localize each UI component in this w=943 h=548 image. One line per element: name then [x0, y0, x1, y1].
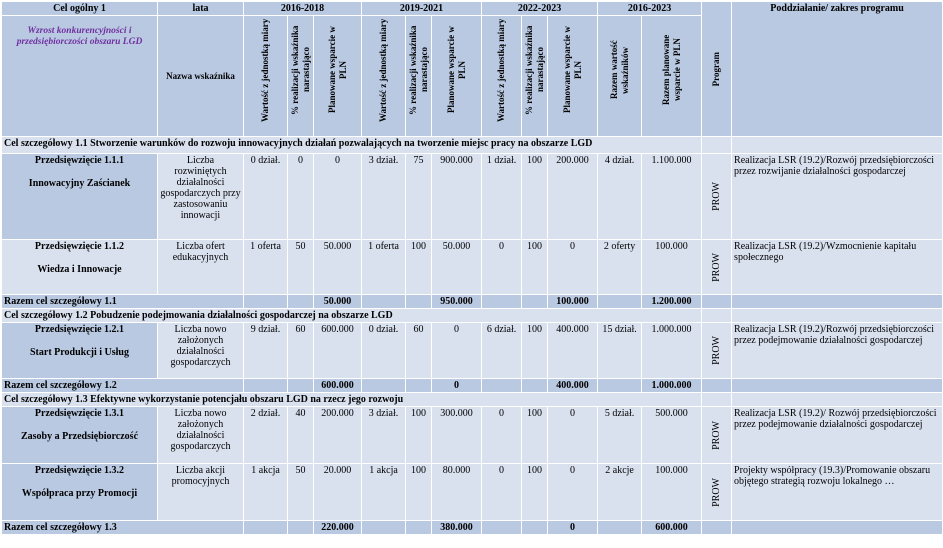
project-name: Innowacyjny Zaścianek: [28, 178, 131, 189]
header-pct-1: % realizacji wskaźnika narastająco: [290, 25, 311, 115]
pct-2022-2023: 100: [522, 407, 548, 464]
header-value-1: Wartość z jednostką miary: [260, 18, 270, 122]
section-1-2-title: Cel szczegółowy 1.2 Pobudzenie podejmowania działalności gospodarczej na obszarze LGD: [2, 309, 702, 323]
total-label: Razem cel szczegółowy 1.2: [2, 379, 244, 393]
value-2016-2018: 9 dział.: [244, 323, 288, 379]
plan-2022-2023: 0: [548, 464, 598, 521]
plan-2019-2021: 900.000: [432, 154, 482, 240]
header-value-3: Wartość z jednostką miary: [496, 18, 507, 122]
total-plan-2019-2021: 380.000: [432, 521, 482, 535]
project-name: Zasoby a Przedsiębiorczość: [20, 431, 139, 442]
goal-cell: [2, 16, 158, 137]
value-2022-2023: 1 dział.: [482, 154, 522, 240]
plan-2022-2023: 0: [548, 240, 598, 295]
pct-2016-2018: 0: [288, 154, 314, 240]
sum-value: 5 dział.: [598, 407, 642, 464]
plan-2016-2018: 0: [314, 154, 362, 240]
table-row: [2, 323, 943, 379]
section-1-3-title: Cel szczegółowy 1.3 Efektywne wykorzystanie potencjału obszaru LGD na rzecz jego rozwoju: [2, 393, 702, 407]
indicators-table: [1, 1, 943, 535]
program-label: PROW: [711, 420, 723, 450]
sum-plan: 1.000.000: [642, 323, 702, 379]
total-plan-2016-2018: 220.000: [314, 521, 362, 535]
total-plan-2016-2023: 600.000: [642, 521, 702, 535]
plan-2022-2023: 400.000: [548, 323, 598, 379]
header-pct-3: % realizacji wskaźnika narastająco: [524, 25, 546, 115]
total-plan-2019-2021: 0: [432, 379, 482, 393]
scope-text: Realizacja LSR (19.2)/Rozwój przedsiębiorczości przez rozwijanie działalności gospodarczej: [732, 154, 943, 240]
goal-text: Wzrost konkurencyjności i przedsiębiorczości obszaru LGD: [16, 26, 143, 47]
pct-2016-2018: 50: [288, 240, 314, 295]
value-2022-2023: 0: [482, 407, 522, 464]
value-2019-2021: 1 akcja: [362, 464, 406, 521]
total-plan-2019-2021: 950.000: [432, 295, 482, 309]
pct-2016-2018: 60: [288, 323, 314, 379]
scope-text: Realizacja LSR (19.2)/Rozwój przedsiębiorczości przez podejmowanie działalności gospodarczej: [732, 323, 943, 379]
sum-value: 4 dział.: [598, 154, 642, 240]
indicator-name: Liczba nowo założonych działalności gospodarczych: [158, 407, 244, 464]
header-plan-3: Planowane wsparcie w PLN: [561, 26, 583, 114]
header-program: Program: [711, 51, 722, 87]
value-2019-2021: 0 dział.: [362, 323, 406, 379]
value-2016-2018: 0 dział.: [244, 154, 288, 240]
total-plan-2016-2018: 50.000: [314, 295, 362, 309]
plan-2016-2018: 600.000: [314, 323, 362, 379]
program-label: PROW: [711, 182, 723, 211]
pct-2019-2021: 100: [406, 464, 432, 521]
header-plan-2: Planowane wsparcie w PLN: [445, 26, 467, 114]
value-2019-2021: 3 dział.: [362, 407, 406, 464]
header-cel-ogolny: Cel ogólny 1: [2, 2, 158, 16]
pct-2022-2023: 100: [522, 323, 548, 379]
plan-2016-2018: 50.000: [314, 240, 362, 295]
header-period-2022-2023: 2022-2023: [482, 2, 598, 16]
total-label: Razem cel szczegółowy 1.3: [2, 521, 244, 535]
value-2016-2018: 2 dział.: [244, 407, 288, 464]
pct-2019-2021: 100: [406, 407, 432, 464]
value-2022-2023: 0: [482, 240, 522, 295]
total-row: [2, 295, 943, 309]
plan-2022-2023: 0: [548, 407, 598, 464]
project-name: Współpraca przy Promocji: [21, 488, 138, 499]
scope-text: Realizacja LSR (19.2)/ Rozwój przedsiębiorczości przez podejmowanie działalności gospodarczej: [732, 407, 943, 464]
header-program-cell: [702, 2, 732, 137]
total-plan-2016-2018: 600.000: [314, 379, 362, 393]
pct-2016-2018: 50: [288, 464, 314, 521]
indicator-name: Liczba akcji promocyjnych: [158, 464, 244, 521]
header-plan-1: Planowane wsparcie w PLN: [326, 26, 348, 114]
header-period-2016-2018: 2016-2018: [244, 2, 362, 16]
plan-2022-2023: 200.000: [548, 154, 598, 240]
header-period-2016-2023: 2016-2023: [598, 2, 702, 16]
header-nazwa-wskaznika: Nazwa wskaźnika: [158, 16, 244, 137]
header-lata: lata: [158, 2, 244, 16]
total-plan-2016-2023: 1.200.000: [642, 295, 702, 309]
sum-plan: 500.000: [642, 407, 702, 464]
plan-2016-2018: 20.000: [314, 464, 362, 521]
total-plan-2022-2023: 0: [548, 521, 598, 535]
table-row: [2, 407, 943, 464]
total-plan-2022-2023: 100.000: [548, 295, 598, 309]
total-plan-2016-2023: 1.000.000: [642, 379, 702, 393]
total-row: [2, 521, 943, 535]
sum-value: 2 oferty: [598, 240, 642, 295]
total-row: [2, 379, 943, 393]
project-code: Przedsięwzięcie 1.1.1: [34, 155, 125, 166]
header-sum-value: Razem wartość wskaźników: [608, 40, 630, 100]
plan-2019-2021: 50.000: [432, 240, 482, 295]
pct-2019-2021: 100: [406, 240, 432, 295]
header-value-2: Wartość z jednostką miary: [378, 18, 389, 122]
value-2019-2021: 3 dział.: [362, 154, 406, 240]
value-2016-2018: 1 oferta: [244, 240, 288, 295]
project-code: Przedsięwzięcie 1.3.1: [34, 408, 125, 419]
plan-2019-2021: 0: [432, 323, 482, 379]
program-label: PROW: [711, 477, 723, 507]
pct-2019-2021: 60: [406, 323, 432, 379]
value-2016-2018: 1 akcja: [244, 464, 288, 521]
value-2022-2023: 0: [482, 464, 522, 521]
total-label: Razem cel szczegółowy 1.1: [2, 295, 244, 309]
project-name: Start Produkcji i Usług: [30, 347, 129, 358]
indicator-name: Liczba rozwiniętych działalności gospodarczych przy zastosowaniu innowacji: [158, 154, 244, 240]
sum-value: 15 dział.: [598, 323, 642, 379]
value-2022-2023: 6 dział.: [482, 323, 522, 379]
scope-text: Projekty współpracy (19.3)/Promowanie obszaru objętego strategią rozwoju lokalnego …: [732, 464, 943, 521]
pct-2022-2023: 100: [522, 154, 548, 240]
project-code: Przedsięwzięcie 1.3.2: [34, 465, 125, 476]
sum-plan: 100.000: [642, 240, 702, 295]
sum-value: 2 akcje: [598, 464, 642, 521]
table-row: [2, 464, 943, 521]
sum-plan: 1.100.000: [642, 154, 702, 240]
sum-plan: 100.000: [642, 464, 702, 521]
header-period-2019-2021: 2019-2021: [362, 2, 482, 16]
project-name: Wiedza i Innowacje: [37, 264, 122, 275]
header-poddzialanie: Poddziałanie/ zakres programu: [732, 2, 943, 137]
pct-2022-2023: 100: [522, 464, 548, 521]
pct-2016-2018: 40: [288, 407, 314, 464]
project-code: Przedsięwzięcie 1.2.1: [34, 324, 125, 335]
table-row: [2, 154, 943, 240]
program-label: PROW: [711, 252, 723, 282]
pct-2019-2021: 75: [406, 154, 432, 240]
table-row: [2, 240, 943, 295]
scope-text: Realizacja LSR (19.2)/Wzmocnienie kapitału społecznego: [732, 240, 943, 295]
plan-2019-2021: 300.000: [432, 407, 482, 464]
header-sum-plan: Razem planowane wsparcie w PLN: [660, 34, 682, 106]
plan-2019-2021: 80.000: [432, 464, 482, 521]
header-pct-2: % realizacji wskaźnika narastająco: [408, 25, 430, 115]
program-label: PROW: [711, 336, 723, 365]
section-1-1-title: Cel szczegółowy 1.1 Stworzenie warunków do rozwoju innowacyjnych działań pozwalających na tworzenie miejsc pracy na obszarze LGD: [2, 137, 702, 154]
value-2019-2021: 1 oferta: [362, 240, 406, 295]
pct-2022-2023: 100: [522, 240, 548, 295]
total-plan-2022-2023: 400.000: [548, 379, 598, 393]
indicator-name: Liczba ofert edukacyjnych: [158, 240, 244, 295]
project-code: Przedsięwzięcie 1.1.2: [34, 241, 125, 252]
plan-2016-2018: 200.000: [314, 407, 362, 464]
indicator-name: Liczba nowo założonych działalności gospodarczych: [158, 323, 244, 379]
